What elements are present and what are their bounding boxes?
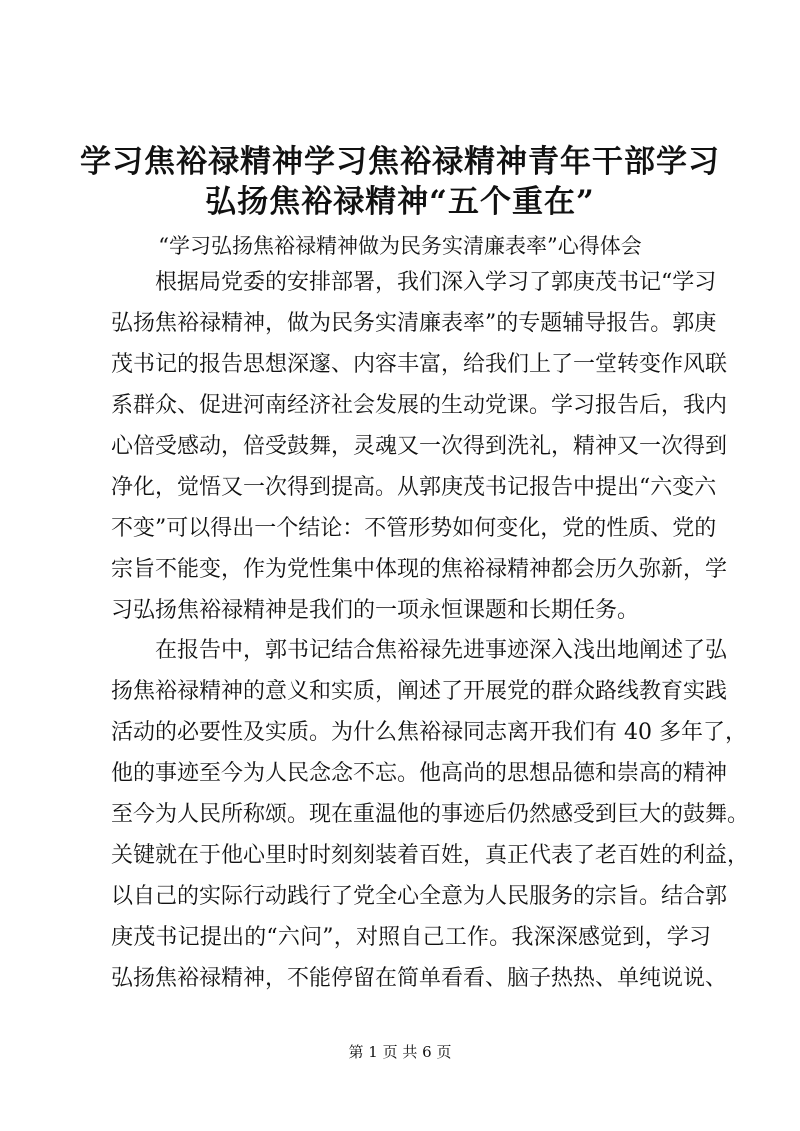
paragraph-line: 茂书记的报告思想深邃、内容丰富，给我们上了一堂转变作风联 bbox=[111, 352, 728, 377]
document-subtitle: “学习弘扬焦裕禄精神做为民务实清廉表率”心得体会 bbox=[158, 234, 642, 258]
paragraph-line: 扬焦裕禄精神的意义和实质，阐述了开展党的群众路线教育实践 bbox=[111, 679, 728, 704]
paragraph-line: 宗旨不能变，作为党性集中体现的焦裕禄精神都会历久弥新，学 bbox=[111, 557, 728, 582]
paragraph-line: 系群众、促进河南经济社会发展的生动党课。学习报告后，我内 bbox=[111, 393, 728, 418]
paragraph-line: 弘扬焦裕禄精神，做为民务实清廉表率”的专题辅导报告。郭庚 bbox=[111, 311, 717, 336]
paragraph-line: 庚茂书记提出的“六问”，对照自己工作。我深深感觉到，学习 bbox=[111, 925, 711, 950]
page-footer: 第 1 页 共 6 页 bbox=[348, 1043, 452, 1061]
paragraph-line: 关键就在于他心里时时刻刻装着百姓，真正代表了老百姓的利益， bbox=[111, 843, 750, 868]
paragraph-line: 净化，觉悟又一次得到提高。从郭庚茂书记报告中提出“六变六 bbox=[111, 475, 717, 500]
document-title-line-2: 弘扬焦裕禄精神“五个重在” bbox=[205, 184, 595, 220]
paragraph-line: 他的事迹至今为人民念念不忘。他高尚的思想品德和崇高的精神 bbox=[111, 761, 728, 786]
paragraph-line: 活动的必要性及实质。为什么焦裕禄同志离开我们有 40 多年了， bbox=[111, 720, 747, 745]
paragraph-line: 弘扬焦裕禄精神，不能停留在简单看看、脑子热热、单纯说说、 bbox=[111, 966, 728, 991]
paragraph-line: 习弘扬焦裕禄精神是我们的一项永恒课题和长期任务。 bbox=[111, 598, 640, 623]
paragraph-line: 在报告中，郭书记结合焦裕禄先进事迹深入浅出地阐述了弘 bbox=[155, 638, 728, 663]
document-title-line-1: 学习焦裕禄精神学习焦裕禄精神青年干部学习 bbox=[80, 144, 720, 180]
paragraph-line: 心倍受感动，倍受鼓舞，灵魂又一次得到洗礼，精神又一次得到 bbox=[111, 434, 728, 459]
paragraph-line: 至今为人民所称颂。现在重温他的事迹后仍然感受到巨大的鼓舞。 bbox=[111, 802, 750, 827]
paragraph-line: 不变”可以得出一个结论：不管形势如何变化，党的性质、党的 bbox=[111, 516, 717, 541]
paragraph-line: 根据局党委的安排部署，我们深入学习了郭庚茂书记“学习 bbox=[155, 270, 717, 295]
paragraph-line: 以自己的实际行动践行了党全心全意为人民服务的宗旨。结合郭 bbox=[111, 884, 728, 909]
